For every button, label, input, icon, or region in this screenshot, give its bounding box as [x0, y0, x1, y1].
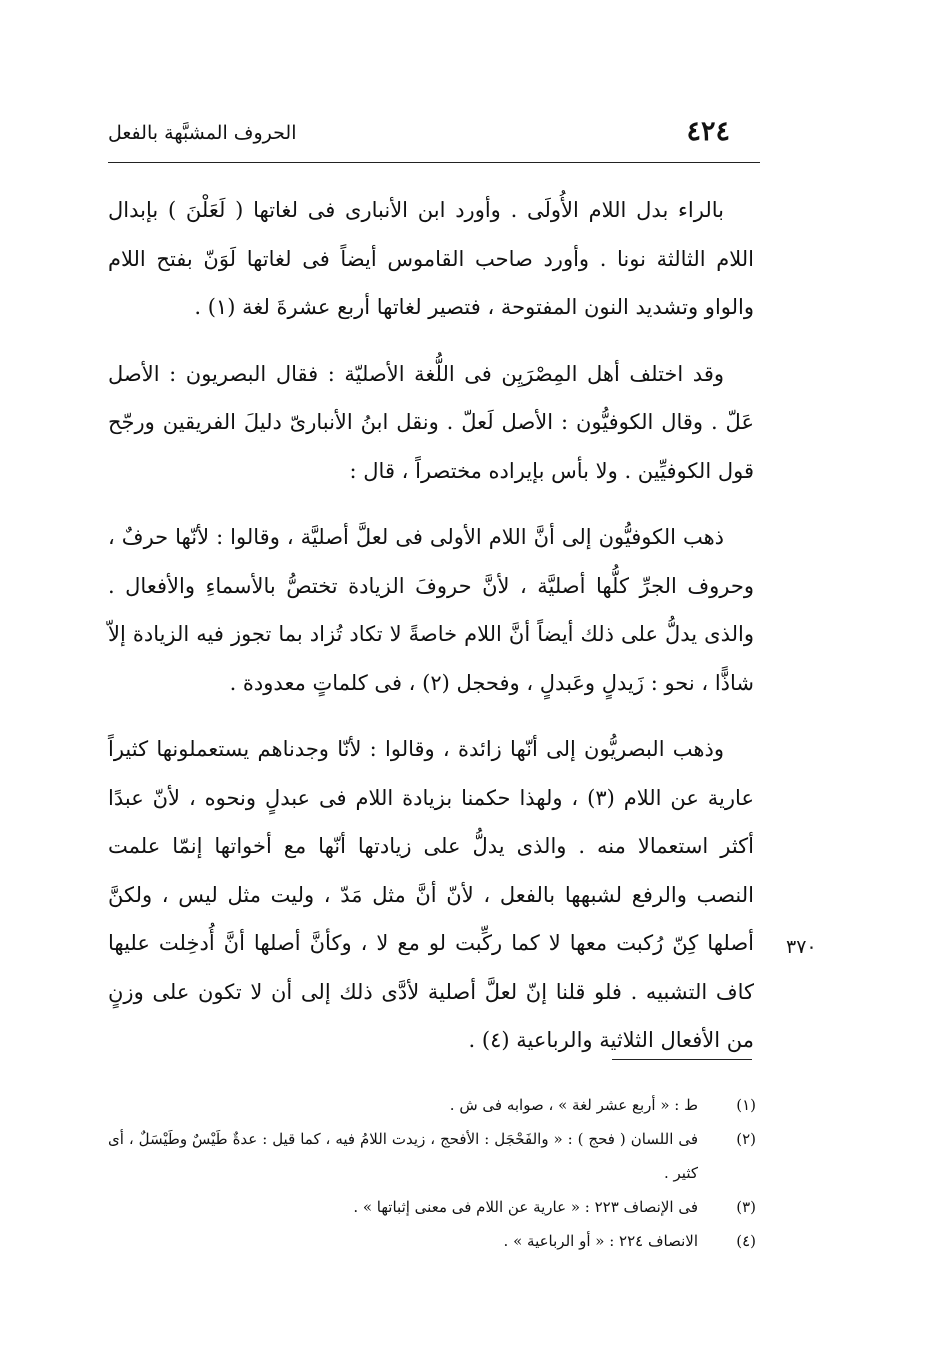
footnote-text: الانصاف ٢٢٤ : « أو الرباعية » .: [503, 1232, 698, 1250]
header-rule: [108, 162, 760, 163]
page-header: [108, 112, 760, 160]
footnote: [108, 1122, 756, 1190]
paragraph-2: وقد اختلف أهل المِصْرَيِن فى اللُّغة الأصليّة : فقال البصريون : الأصل عَلّ . وقال الكوفيُّون : الأصل لَعلّ . ونقل ابنُ الأنبارىّ دليلَ الفريقين ورجّح قول الكوفيِّين . ولا بأس بإيراده مختصراً ، قال :: [108, 361, 754, 483]
paragraph-3: ذهب الكوفيُّون إلى أنَّ اللام الأولى فى لعلَّ أصليَّة ، وقالوا : لأنّها حرفٌ ، وحروف الجرِّ كلُّها أصليَّة ، لأنَّ حروفَ الزيادة تختصُّ بالأسماءِ والأفعال . والذى يدلُّ على ذلك أيضاً أنَّ اللام خاصةً لا تكاد تُزاد بما تجوز فيه الزيادة إلاّ شاذًّا ، نحو : زَيدلٍ وعَبدلٍ ، وفحجل (٢) ، فى كلماتٍ معدودة .: [108, 525, 754, 695]
page-number: ٤٢٤: [686, 116, 730, 147]
footnote: [108, 1224, 756, 1258]
running-title: الحروف المشبَّهة بالفعل: [108, 122, 297, 144]
footnote-text: ط : « أربع عشر لغة » ، صوابه فى ش .: [449, 1096, 698, 1114]
footnote-number: (٢): [736, 1130, 756, 1148]
body-text: [108, 186, 754, 1083]
footnote-number: (٤): [736, 1232, 756, 1250]
footnote: [108, 1088, 756, 1122]
footnote-number: (١): [736, 1096, 756, 1114]
footnote-number: (٣): [736, 1198, 756, 1216]
paragraph-1: بالراء بدل اللام الأُولَى . وأورد ابن الأنبارى فى لغاتها ( لَعَلْنَ ) بإبدال اللام الثالثة نونا . وأورد صاحب القاموس أيضاً فى لغاتها لَوَنّ بفتح اللام والواو وتشديد النون المفتوحة ، فتصير لغاتها أربع عشرةَ لغة (١) .: [108, 198, 754, 319]
margin-number: ٣٧٠: [786, 936, 817, 958]
footnote-text: فى الإنصاف ٢٢٣ : « عارية عن اللام فى معنى إثباتها » .: [353, 1198, 698, 1216]
footnote-text: فى اللسان ( فحج ) : « والفَحْجَل : الأفحج ، زيدت اللامُ فيه ، كما قيل : عدةٌ طَيْسٌ وطَيْسَلٌ ، أى كثير .: [108, 1130, 698, 1182]
footnote-rule: [612, 1059, 752, 1060]
footnotes: [108, 1088, 756, 1258]
footnote: [108, 1190, 756, 1224]
paragraph-4: وذهب البصريُّون إلى أنّها زائدة ، وقالوا : لأنّا وجدناهم يستعملونها كثيراً عارية عن اللام (٣) ، ولهذا حكمنا بزيادة اللام فى عبدلٍ ونحوه ، لأنّ عبدًا أكثر استعمالا منه . والذى يدلُّ على زيادتها أنّها مع أخواتها إنمّا علمت النصب والرفع لشبهها بالفعل ، لأنّ أنَّ مثل مَدّ ، وليت مثل ليس ، ولكنَّ أصلها كِنّ رُكبت معها لا كما ركِّبت لو مع لا ، وكأنَّ أصلها أنَّ أُدخِلت عليها كاف التشبيه . فلو قلنا إنّ لعلَّ أصلية لأدَّى ذلك إلى أن لا تكون على وزنٍ من الأفعال الثلاثية والرباعية (٤) .: [108, 737, 754, 1052]
